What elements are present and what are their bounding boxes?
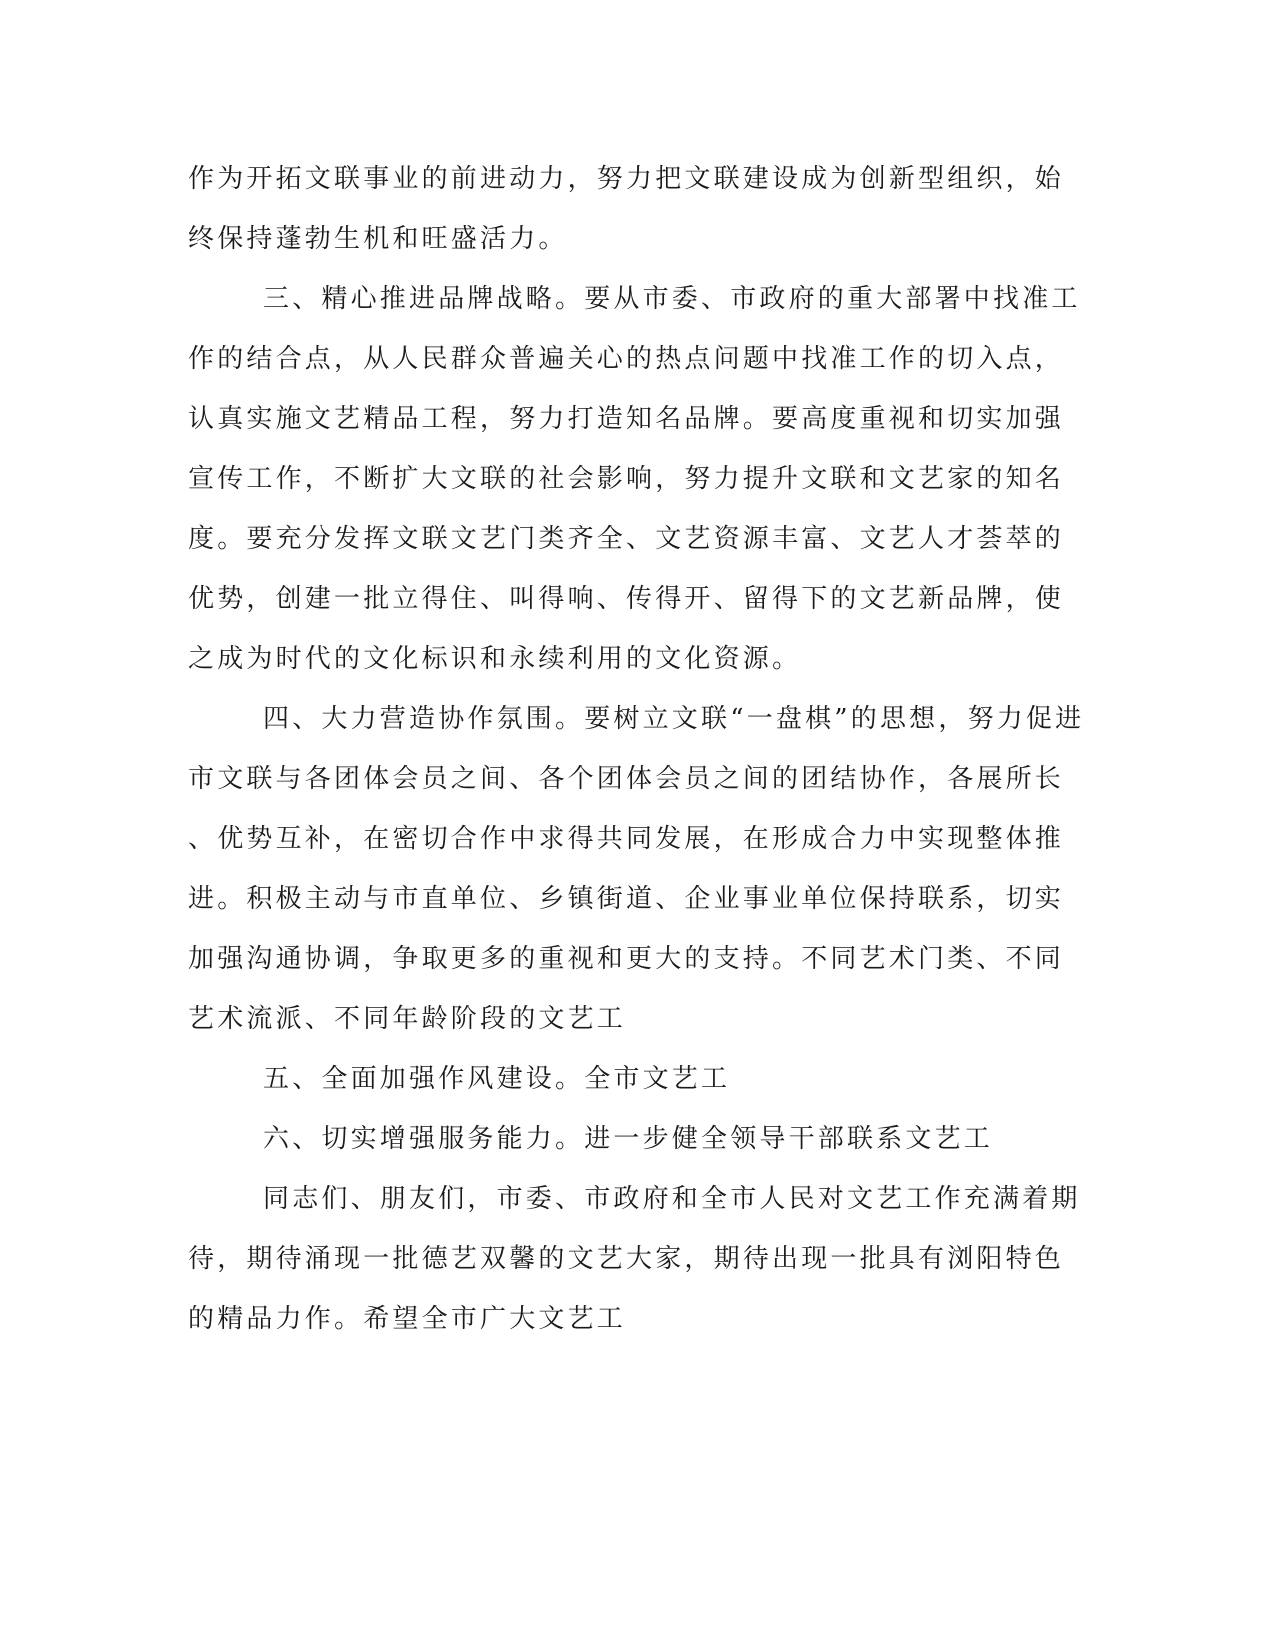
paragraph-heading-5: 五、全面加强作风建设。全市文艺工 bbox=[263, 1064, 731, 1094]
text-line: 度。要充分发挥文联文艺门类齐全、文艺资源丰富、文艺人才荟萃的 bbox=[188, 524, 1065, 554]
document-body bbox=[188, 164, 1085, 1365]
text-line: 的精品力作。希望全市广大文艺工 bbox=[188, 1304, 627, 1334]
text-line: 、优势互补，在密切合作中求得共同发展，在形成合力中实现整体推 bbox=[188, 824, 1065, 854]
text-line: 宣传工作，不断扩大文联的社会影响，努力提升文联和文艺家的知名 bbox=[188, 464, 1065, 494]
text-line: 之成为时代的文化标识和永续利用的文化资源。 bbox=[188, 644, 802, 674]
text-line: 加强沟通协调，争取更多的重视和更大的支持。不同艺术门类、不同 bbox=[188, 944, 1065, 974]
text-line: 艺术流派、不同年龄阶段的文艺工 bbox=[188, 1004, 627, 1034]
text-line: 作为开拓文联事业的前进动力，努力把文联建设成为创新型组织，始 bbox=[188, 164, 1065, 194]
paragraph-heading-6: 六、切实增强服务能力。进一步健全领导干部联系文艺工 bbox=[263, 1124, 994, 1154]
text-line: 终保持蓬勃生机和旺盛活力。 bbox=[188, 224, 568, 254]
paragraph-heading-3: 三、精心推进品牌战略。要从市委、市政府的重大部署中找准工 bbox=[263, 284, 1081, 314]
text-line: 作的结合点，从人民群众普遍关心的热点问题中找准工作的切入点， bbox=[188, 344, 1065, 374]
text-line: 市文联与各团体会员之间、各个团体会员之间的团结协作，各展所长 bbox=[188, 764, 1065, 794]
text-line: 优势，创建一批立得住、叫得响、传得开、留得下的文艺新品牌，使 bbox=[188, 584, 1065, 614]
paragraph-heading-4: 四、大力营造协作氛围。要树立文联“一盘棋”的思想，努力促进 bbox=[263, 704, 1085, 734]
text-line: 进。积极主动与市直单位、乡镇街道、企业事业单位保持联系，切实 bbox=[188, 884, 1065, 914]
text-line: 待，期待涌现一批德艺双馨的文艺大家，期待出现一批具有浏阳特色 bbox=[188, 1244, 1065, 1274]
closing-paragraph: 同志们、朋友们，市委、市政府和全市人民对文艺工作充满着期 bbox=[263, 1184, 1081, 1214]
text-line: 认真实施文艺精品工程，努力打造知名品牌。要高度重视和切实加强 bbox=[188, 404, 1065, 434]
